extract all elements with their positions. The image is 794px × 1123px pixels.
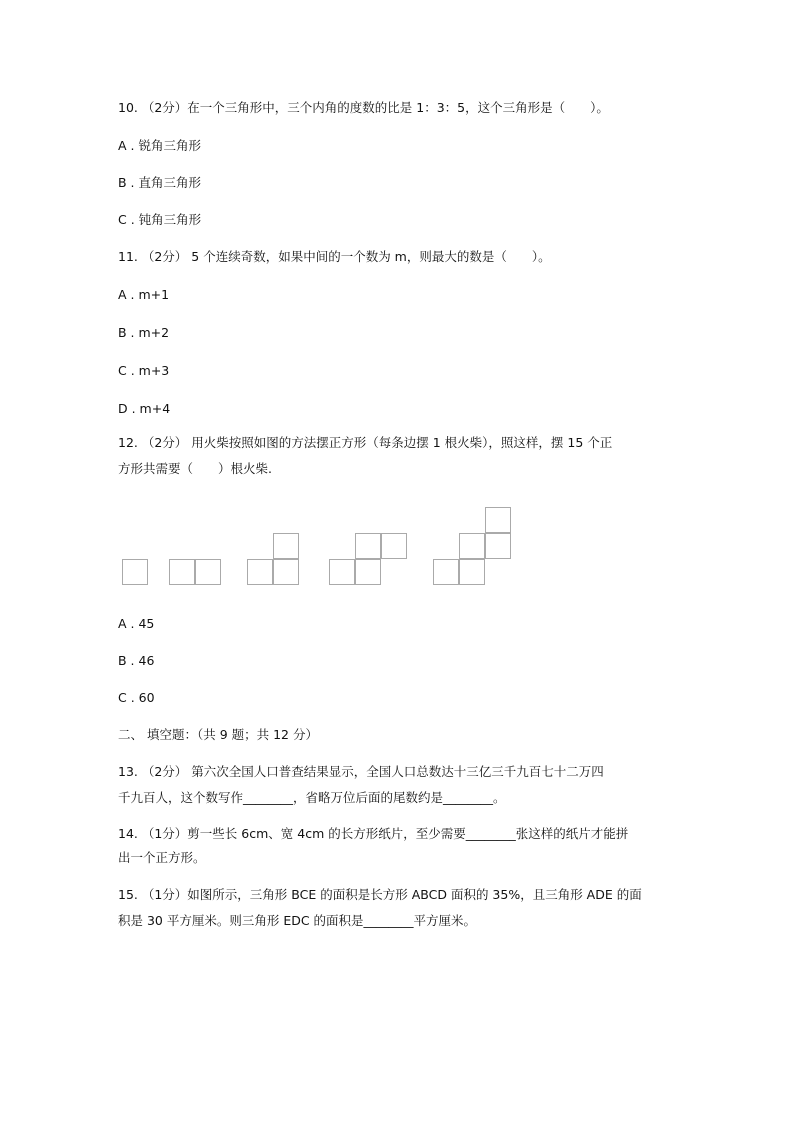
option-c: C . 钝角三角形 xyxy=(118,212,202,227)
square xyxy=(122,559,148,585)
question-12-stem-line1: 12. （2分） 用火柴按照如图的方法摆正方形（每条边摆 1 根火柴），照这样，摆 15 个正 xyxy=(118,435,613,450)
question-11-stem: 11. （2分） 5 个连续奇数，如果中间的一个数为 m，则最大的数是（ ）。 xyxy=(118,249,551,264)
section-heading: 二、 填空题：（共 9 题；共 12 分） xyxy=(118,727,318,742)
option-b: B . m+2 xyxy=(118,325,170,340)
square xyxy=(433,559,459,585)
square xyxy=(247,559,273,585)
question-14-line1: 14. （1分）剪一些长 6cm、宽 4cm 的长方形纸片，至少需要________张这样的纸片才能拼 xyxy=(118,826,629,841)
square xyxy=(485,533,511,559)
square xyxy=(381,533,407,559)
square xyxy=(273,533,299,559)
square xyxy=(459,559,485,585)
option-a: A . 锐角三角形 xyxy=(118,138,201,153)
option-b: B . 46 xyxy=(118,653,155,668)
option-b: B . 直角三角形 xyxy=(118,175,201,190)
square xyxy=(459,533,485,559)
option-d: D . m+4 xyxy=(118,401,171,416)
square xyxy=(329,559,355,585)
square xyxy=(485,507,511,533)
option-a: A . 45 xyxy=(118,616,155,631)
question-10-stem: 10. （2分）在一个三角形中，三个内角的度数的比是 1：3：5，这个三角形是（ ）。 xyxy=(118,100,609,115)
option-a: A . m+1 xyxy=(118,287,170,302)
square xyxy=(355,533,381,559)
option-c: C . 60 xyxy=(118,690,155,705)
square xyxy=(273,559,299,585)
square xyxy=(195,559,221,585)
square xyxy=(355,559,381,585)
option-c: C . m+3 xyxy=(118,363,170,378)
question-14-line2: 出一个正方形。 xyxy=(118,850,206,865)
question-13-line2: 千九百人，这个数写作________，省略万位后面的尾数约是________。 xyxy=(118,790,506,805)
question-12-stem-line2: 方形共需要（ ）根火柴. xyxy=(118,461,272,476)
square xyxy=(169,559,195,585)
question-13-line1: 13. （2分） 第六次全国人口普查结果显示，全国人口总数达十三亿三千九百七十二万四 xyxy=(118,764,604,779)
question-15-line2: 积是 30 平方厘米。则三角形 EDC 的面积是________平方厘米。 xyxy=(118,913,477,928)
question-15-line1: 15. （1分）如图所示，三角形 BCE 的面积是长方形 ABCD 面积的 35%，且三角形 ADE 的面 xyxy=(118,887,642,902)
